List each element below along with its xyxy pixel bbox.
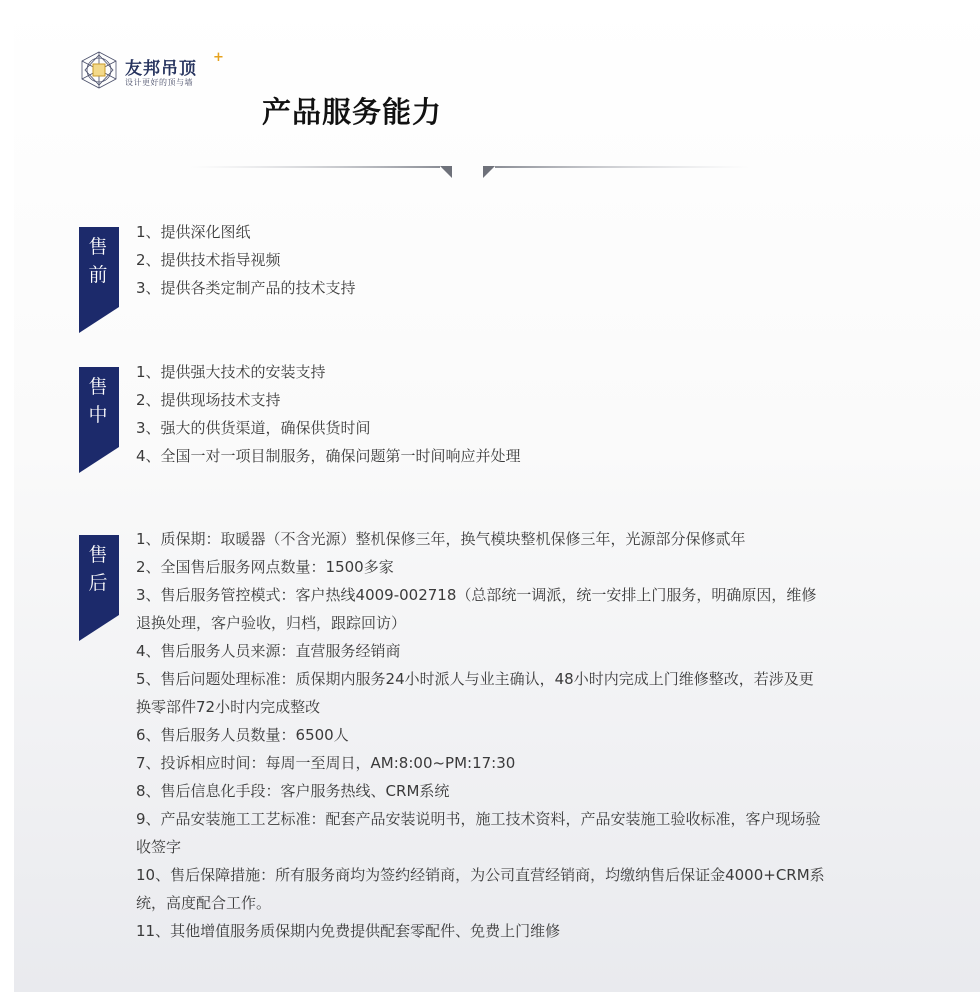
pre-sale-list xyxy=(136,218,826,302)
section-tag-after-sale xyxy=(79,535,119,641)
tag-char: 售 xyxy=(88,376,108,398)
section-tag-pre-sale xyxy=(79,227,119,333)
list-item: 3、售后服务管控模式：客户热线4009-002718（总部统一调派，统一安排上门服务，明确原因，维修退换处理，客户验收，归档，跟踪回访） xyxy=(136,586,817,632)
title-divider xyxy=(190,158,750,182)
tag-char: 中 xyxy=(88,404,108,426)
list-item: 1、质保期：取暖器（不含光源）整机保修三年，换气模块整机保修三年，光源部分保修贰年 xyxy=(136,530,746,548)
section-tag-in-sale xyxy=(79,367,119,473)
list-item: 5、售后问题处理标准：质保期内服务24小时派人与业主确认，48小时内完成上门维修整改，若涉及更换零部件72小时内完成整改 xyxy=(136,670,814,716)
brand-name: 友邦吊顶 xyxy=(125,59,197,79)
in-sale-list xyxy=(136,358,826,470)
list-item: 2、全国售后服务网点数量：1500多家 xyxy=(136,558,394,576)
list-item: 6、售后服务人员数量：6500人 xyxy=(136,726,349,744)
list-item: 3、提供各类定制产品的技术支持 xyxy=(136,279,356,297)
list-item: 1、提供强大技术的安装支持 xyxy=(136,363,326,381)
list-item: 4、全国一对一项目制服务，确保问题第一时间响应并处理 xyxy=(136,447,521,465)
list-item: 3、强大的供货渠道，确保供货时间 xyxy=(136,419,371,437)
after-sale-list xyxy=(136,525,826,945)
tag-char: 售 xyxy=(88,236,108,258)
list-item: 11、其他增值服务质保期内免费提供配套零配件、免费上门维修 xyxy=(136,922,561,940)
brand-slogan: 设计更好的顶与墙 xyxy=(125,78,193,87)
tag-char: 后 xyxy=(88,572,108,594)
tag-char: 售 xyxy=(88,544,108,566)
list-item: 2、提供现场技术支持 xyxy=(136,391,281,409)
list-item: 1、提供深化图纸 xyxy=(136,223,251,241)
list-item: 7、投诉相应时间：每周一至周日，AM:8:00~PM:17:30 xyxy=(136,754,516,772)
list-item: 8、售后信息化手段：客户服务热线、CRM系统 xyxy=(136,782,450,800)
list-item: 4、售后服务人员来源：直营服务经销商 xyxy=(136,642,401,660)
brand-logo xyxy=(79,50,239,98)
list-item: 9、产品安装施工工艺标准：配套产品安装说明书，施工技术资料，产品安装施工验收标准，客户现场验收签字 xyxy=(136,810,821,856)
plus-icon: + xyxy=(213,50,224,65)
list-item: 2、提供技术指导视频 xyxy=(136,251,281,269)
diamond-logo-icon xyxy=(79,50,119,90)
tag-char: 前 xyxy=(88,264,108,286)
page-title: 产品服务能力 xyxy=(262,95,443,129)
list-item: 10、售后保障措施：所有服务商均为签约经销商，为公司直营经销商，均缴纳售后保证金4000+CRM系统，高度配合工作。 xyxy=(136,866,825,912)
